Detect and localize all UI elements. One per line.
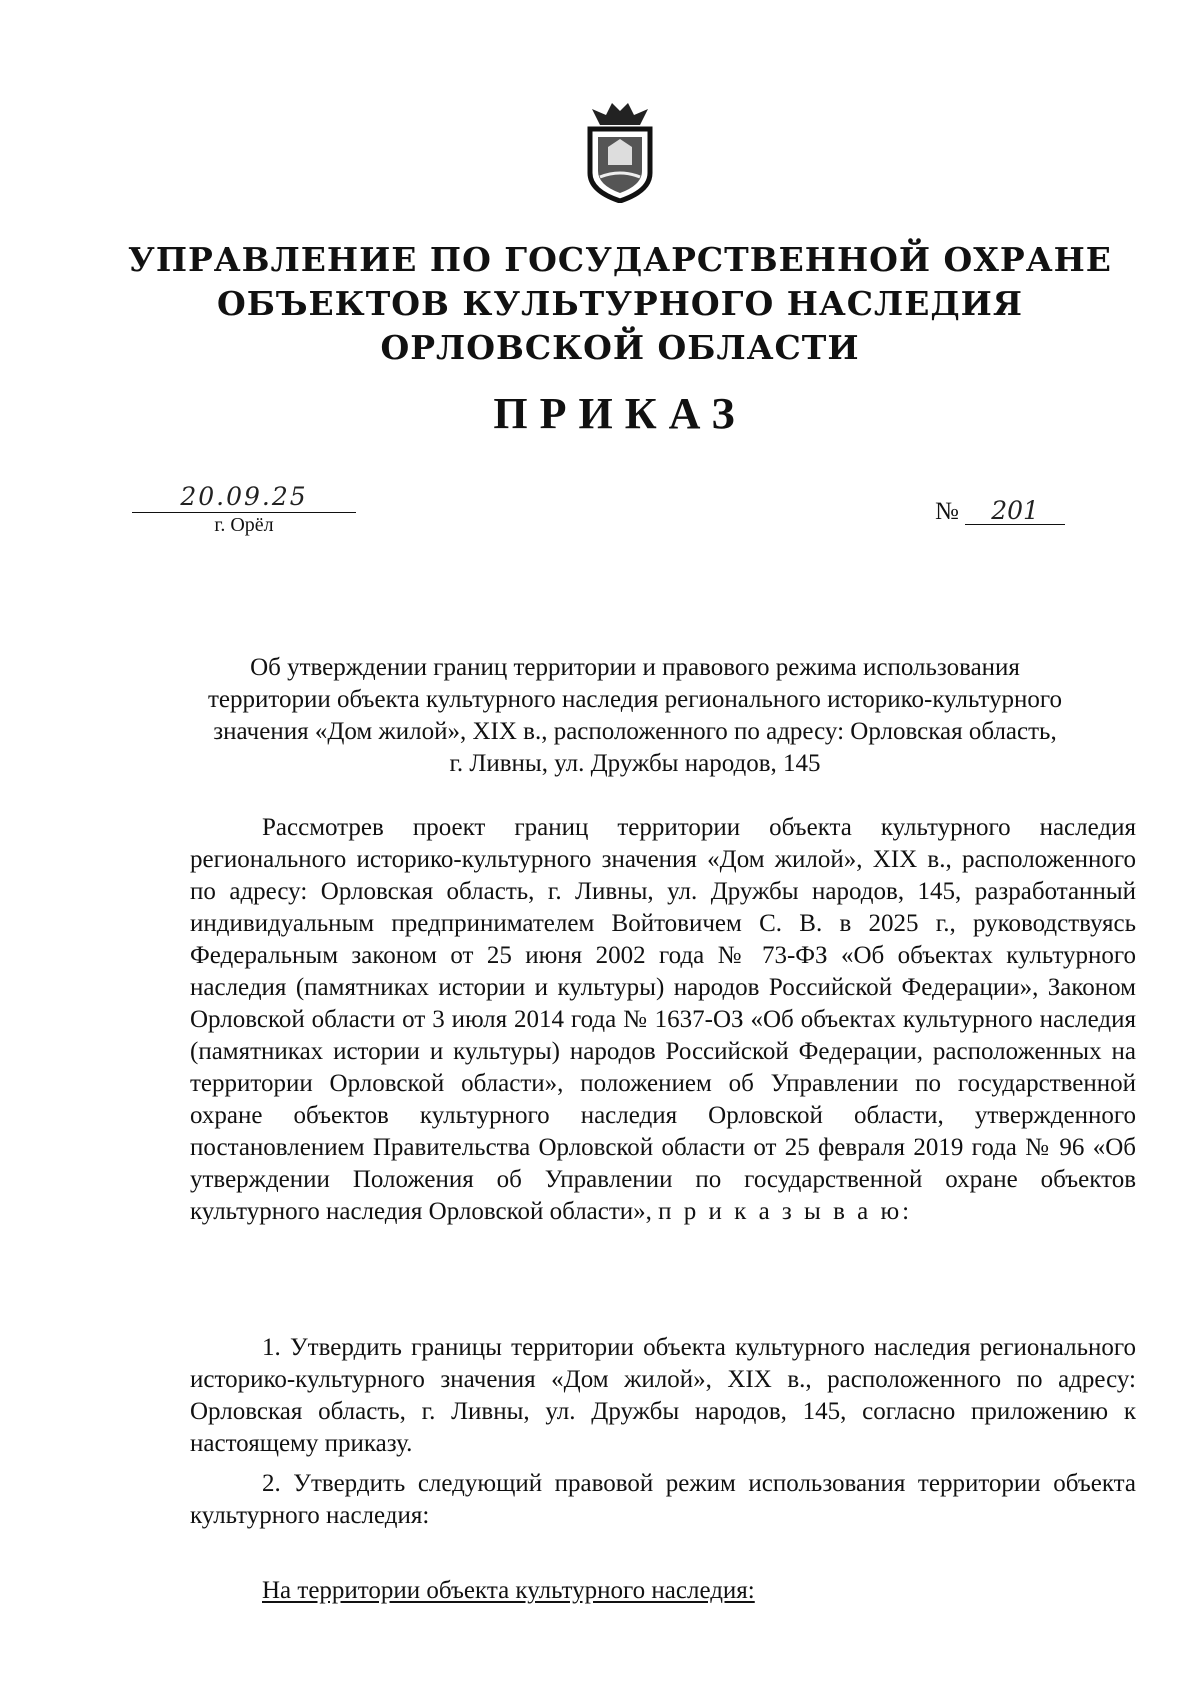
authority-line-3: ОРЛОВСКОЙ ОБЛАСТИ — [380, 328, 860, 367]
number-label: № — [935, 498, 959, 525]
territory-subheading: На территории объекта культурного наследия: — [262, 1577, 755, 1604]
preamble-paragraph — [190, 812, 1136, 1228]
subject-line-1: Об утверждении границ территории и правового режима использования — [250, 654, 1020, 681]
preamble-text: Рассмотрев проект границ территории объекта культурного наследия регионального историко-культурного значения «Дом жилой», XIX в., расположенного по адресу: Орловская область, г. Ливны, ул. Дружбы народов, 145, разработанный индивидуальным предпринимателем Войтовичем С. В. в 2025 г., руководствуясь Федеральным законом от 25 июня 2002 года № 73-ФЗ «Об объектах культурного наследия (памятниках истории и культуры) народов Российской Федерации», Законом Орловской области от 3 июля 2014 года № 1637-ОЗ «Об объектах культурного наследия (памятниках истории и культуры) народов Российской Федерации, расположенных на территории Орловской области», положением об Управлении по государственной охране объектов культурного наследия Орловской области, утвержденного постановлением Правительства Орловской области от 25 февраля 2019 года № 96 «Об утверждении Положения об Управлении по государственной охране объектов культурного наследия Орловской области», — [190, 814, 1136, 1225]
item-2-paragraph: 2. Утвердить следующий правовой режим использования территории объекта культурного наследия: — [190, 1470, 1136, 1529]
order-word: п р и к а з ы в а ю: — [658, 1198, 913, 1225]
authority-line-1: УПРАВЛЕНИЕ ПО ГОСУДАРСТВЕННОЙ ОХРАНЕ — [128, 240, 1112, 279]
subject-line-4: г. Ливны, ул. Дружбы народов, 145 — [449, 750, 821, 777]
place-of-issue: г. Орёл — [214, 514, 274, 536]
coat-of-arms-emblem — [578, 95, 662, 203]
handwritten-number: 201 — [965, 498, 1065, 525]
subject-line-2: территории объекта культурного наследия регионального историко-культурного — [207, 686, 1063, 713]
item-1-paragraph: 1. Утвердить границы территории объекта культурного наследия регионального историко-культурного значения «Дом жилой», XIX в., расположенного по адресу: Орловская область, г. Ливны, ул. Дружбы народов, 145, согласно приложению к настоящему приказу. — [190, 1334, 1136, 1457]
document-type-title: ПРИКАЗ — [493, 389, 747, 438]
date-block — [132, 482, 356, 537]
issuing-authority — [100, 238, 1140, 370]
subject-line-3: значения «Дом жилой», XIX в., расположенного по адресу: Орловская область, — [213, 718, 1057, 745]
number-block — [935, 498, 1075, 526]
document-subject — [170, 652, 1100, 780]
handwritten-date: 20.09.25 — [180, 482, 308, 511]
authority-line-2: ОБЪЕКТОВ КУЛЬТУРНОГО НАСЛЕДИЯ — [217, 284, 1023, 323]
